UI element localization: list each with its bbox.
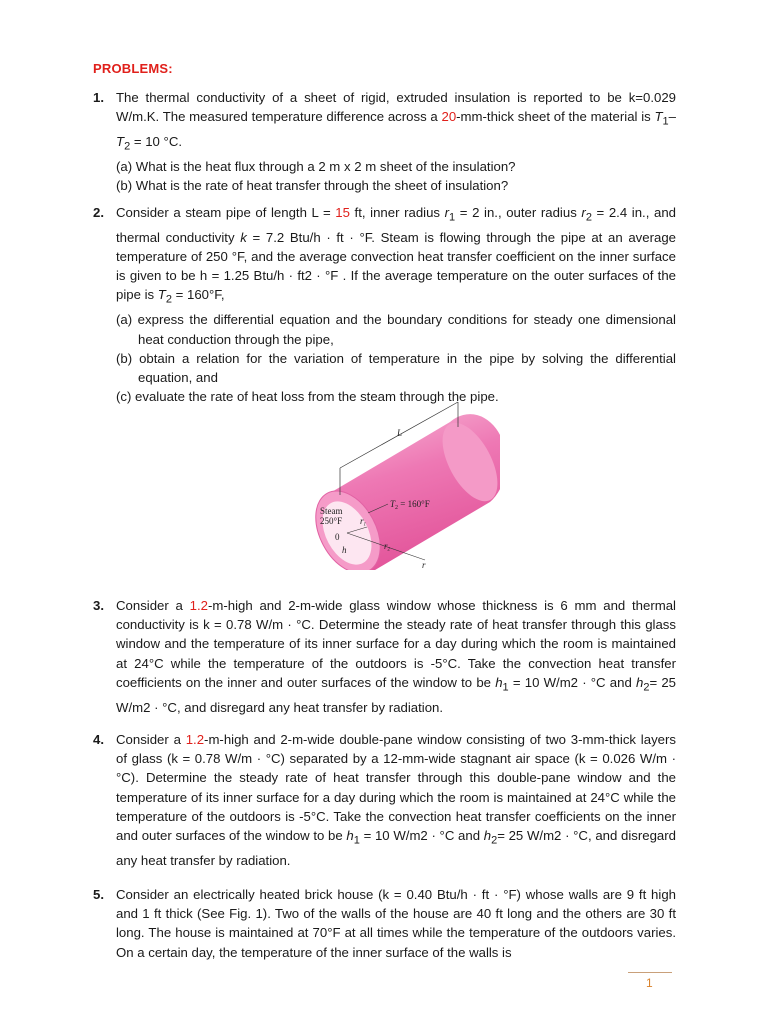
problem-statement: Consider an electrically heated brick house (k = 0.40 Btu/h · ft · °F) whose walls are 9 ft high and 1 ft thick (See Fig. 1). Two of the walls of the house are 40 ft long and the others are 30 ft long. The house is maintained at 70°F at all times while the temperature of the outdoors varies. On a certain day, the temperature of the inner surface of the walls is <box>116 887 676 960</box>
question-a: (a) express the differential equation and the boundary conditions for steady one dimensional heat conduction through the pipe, <box>116 312 676 347</box>
t2-label: $T_2 = 160^\circ F$ <box>390 499 430 511</box>
problem-number: 5. <box>93 887 104 902</box>
problem-statement: The thermal conductivity of a sheet of rigid, extruded insulation is reported to be k=0.029 W/m.K. The measured temperature difference across a 20-mm-thick sheet of the material is $T_1-$ $T_2 = 10$ °C. <box>116 90 677 153</box>
steam-pipe-figure <box>300 395 500 570</box>
problem-statement: Consider a 1.2-m-high and 2-m-wide glass window whose thickness is 6 mm and thermal conductivity is k = 0.78 W/m · °C. Determine the steady rate of heat transfer through this glass window and the temperature of its inner surface for a day during which the room is maintained at 24°C while the temperature of the outdoors is -5°C. Take the convection heat transfer coefficients on the inner and outer surfaces of the window to be $h_1 = 10$ W/m2 · °C and $h_2= 25$ W/m2 · °C, and disregard any heat transfer by radiation. <box>116 598 676 715</box>
problem-statement: Consider a 1.2-m-high and 2-m-wide double-pane window consisting of two 3-mm-thick layers of glass (k = 0.78 W/m · °C) separated by a 12-mm-wide stagnant air space (k = 0.026 W/m · °C). Determine the steady rate of heat transfer through this double-pane window and the temperature of its inner surface for a day during which the room is maintained at 24°C while the temperature of the outdoors is -5°C. Take the convection heat transfer coefficients on the inner and outer surfaces of the window to be $h_1 = 10$ W/m2 · °C and $h_2= 25$ W/m2 · °C, and disregard any heat transfer by radiation. <box>116 732 676 868</box>
question-b: (b) obtain a relation for the variation of temperature in the pipe by solving the differential equation, and <box>116 350 676 385</box>
r2-label: r2 <box>384 541 391 553</box>
length-label: L <box>397 428 403 438</box>
problem-1 <box>93 88 676 195</box>
question-a: (a) What is the heat flux through a 2 m x 2 m sheet of the insulation? <box>116 158 516 174</box>
problems-heading: PROBLEMS: <box>93 61 173 76</box>
r-axis-label: r <box>422 560 426 570</box>
problem-2 <box>93 203 676 406</box>
question-c: (c) evaluate the rate of heat loss from the steam through the pipe. <box>116 389 499 405</box>
highlighted-value: 1.2 <box>189 598 208 613</box>
problem-statement: Consider a steam pipe of length L = 15 ft, inner radius $r_1 = 2$ in., outer radius $r_2 = 2.4$ in., and thermal conductivity k = 7.2 Btu/h · ft · °F. Steam is flowing through the pipe at an average temperature of 250 °F, and the average convection heat transfer coefficient on the inner surface is given to be h = 1.25 Btu/h · ft2 · °F . If the average temperature on the outer surfaces of the pipe is $T_2 = 160^\circ F$, <box>116 205 677 307</box>
problem-number: 4. <box>93 732 104 747</box>
steam-label: Steam <box>320 506 343 516</box>
origin-label: 0 <box>335 532 340 542</box>
question-b: (b) What is the rate of heat transfer through the sheet of insulation? <box>116 178 509 194</box>
problem-4 <box>93 730 676 870</box>
page-number: 1 <box>646 976 653 990</box>
highlighted-value: 20 <box>441 109 457 125</box>
steam-temp-label: 250°F <box>320 516 343 526</box>
h-label: h <box>342 545 347 555</box>
problem-number: 3. <box>93 598 104 613</box>
problem-5 <box>93 885 676 962</box>
highlighted-value: 15 <box>335 205 350 220</box>
problem-3 <box>93 596 676 717</box>
problem-number: 1. <box>93 90 104 105</box>
highlighted-value: 1.2 <box>185 732 205 747</box>
footer-rule <box>628 972 672 973</box>
problem-number: 2. <box>93 205 104 220</box>
r1-label: r1 <box>360 516 367 528</box>
